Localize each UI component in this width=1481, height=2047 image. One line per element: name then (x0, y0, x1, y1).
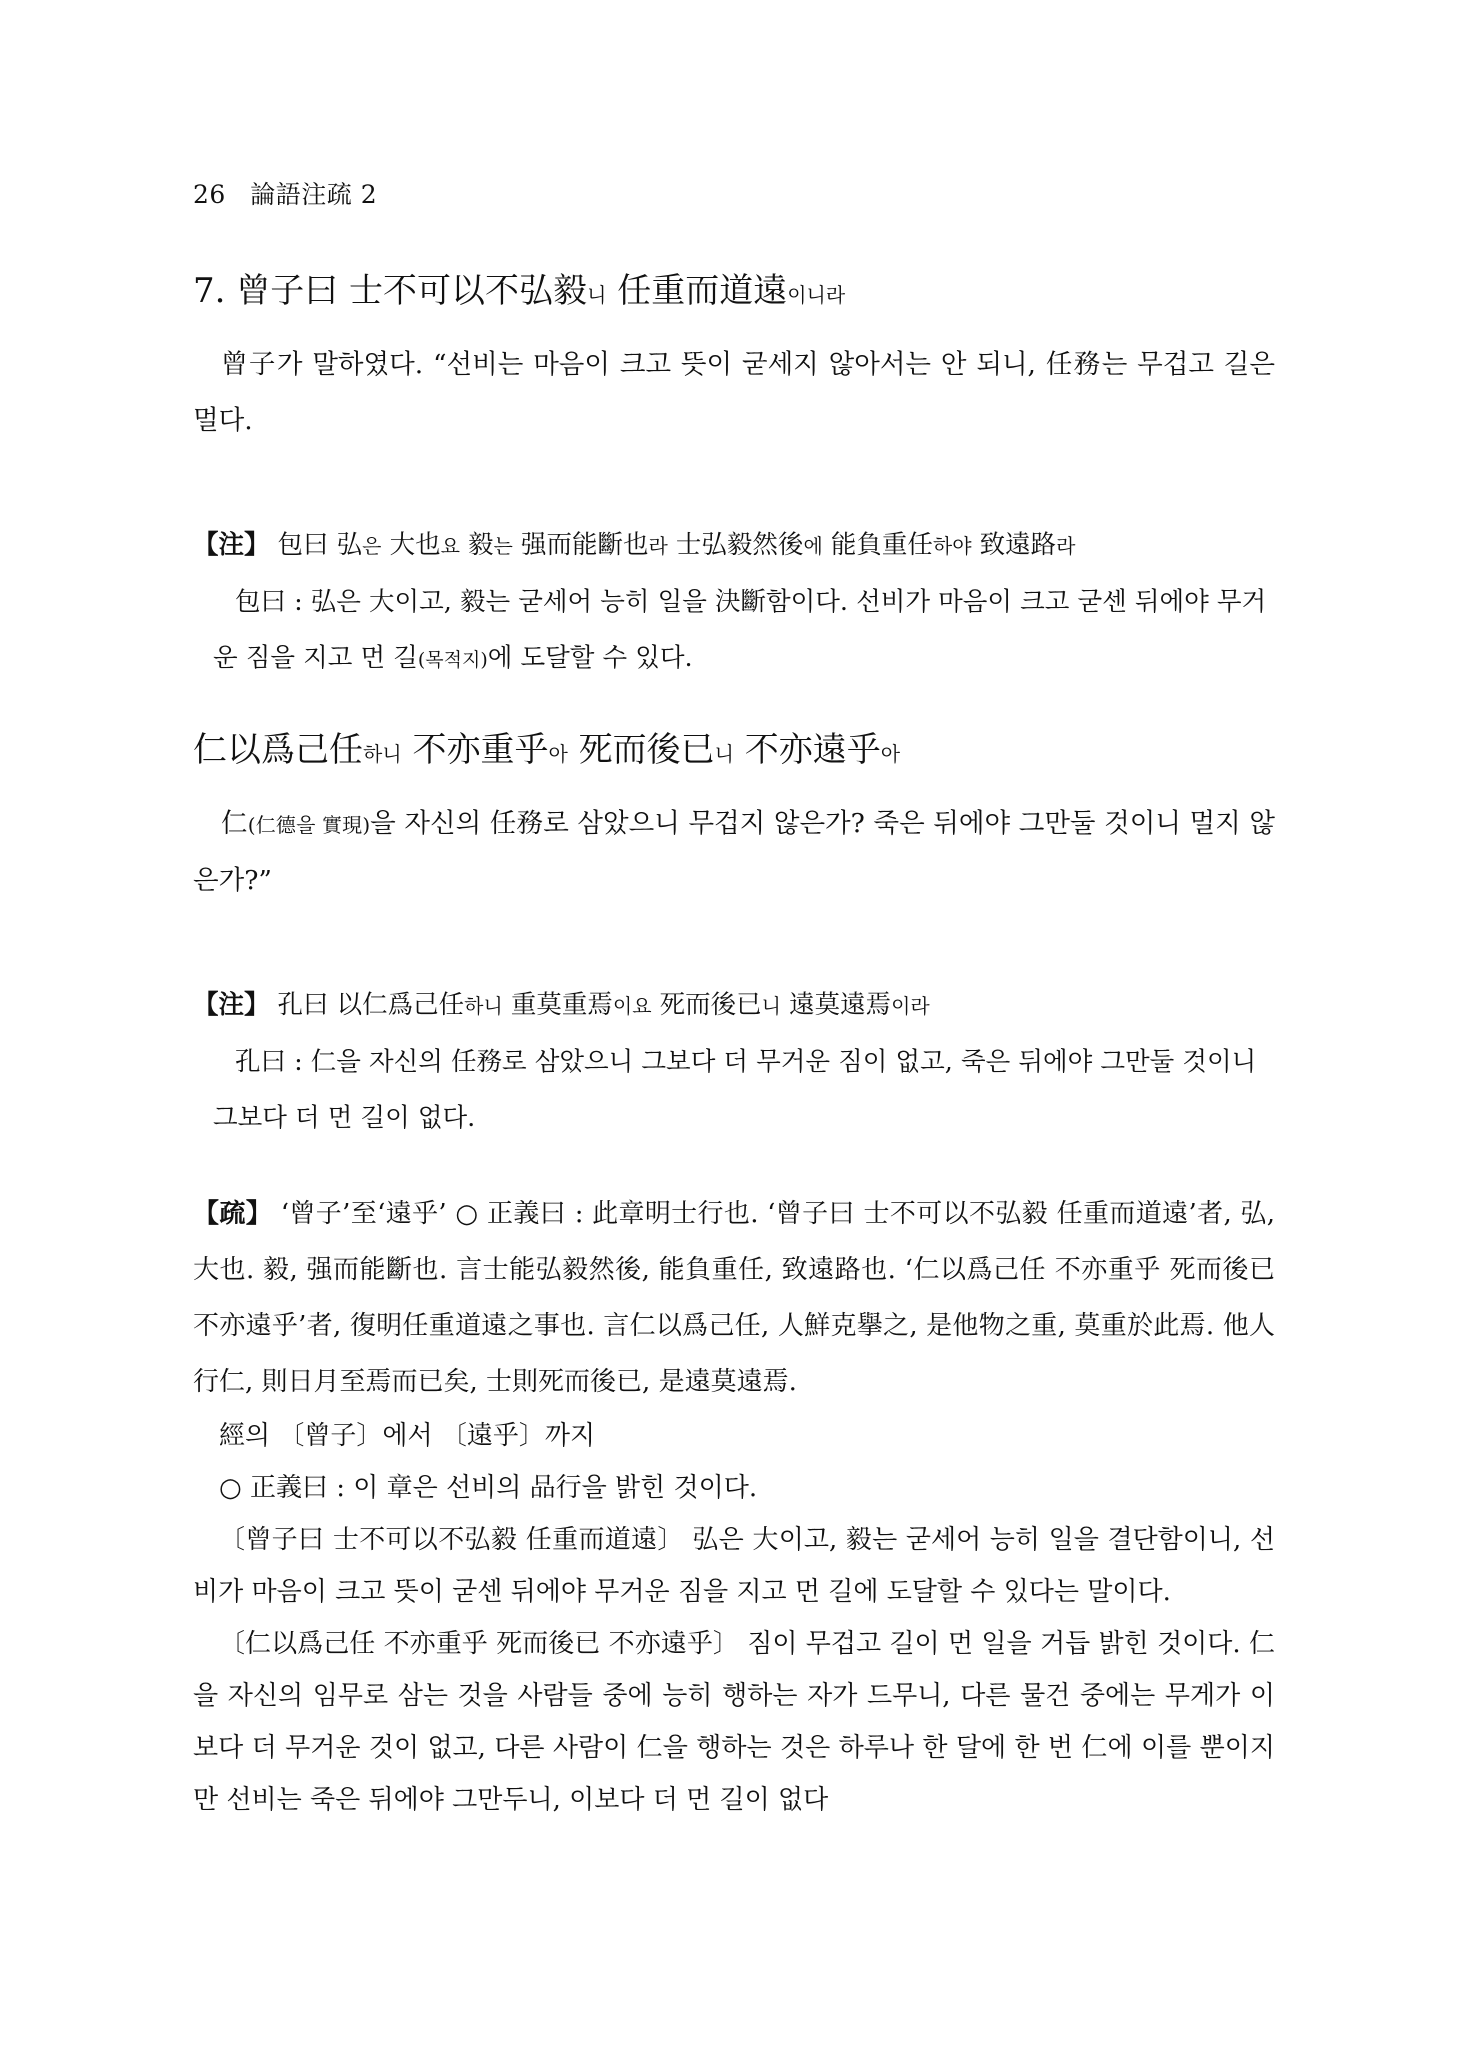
commentary-para-1: 〔曾子曰 士不可以不弘毅 任重而道遠〕 弘은 大이고, 毅는 굳세어 능히 일을 결단함이니, 선비가 마음이 크고 뜻이 굳센 뒤에야 무거운 짐을 지고 먼 길에 도달할 수 있다는 말이다. (193, 1525, 1275, 1607)
passage-1-translation: 曾子가 말하였다. “선비는 마음이 크고 뜻이 굳세지 않아서는 안 되니, 任務는 무겁고 길은 멀다. (193, 349, 1275, 436)
annotation-2-tag: 【注】 (193, 990, 270, 1020)
commentary-line-1: 經의 〔曾子〕에서 〔遠乎〕까지 (219, 1421, 596, 1451)
page (193, 175, 1275, 1826)
passage-heading-1 (193, 269, 1275, 317)
commentary-text: 【疏】 ‘曾子’至‘遠乎’ ○ 正義曰 : 此章明士行也. ‘曾子曰 士不可以不弘毅 任重而道遠’者, 弘, 大也. 毅, 强而能斷也. 言士能弘毅然後, 能負重任, 致遠路也. ‘仁以爲己任 不亦重乎 死而後已 不亦遠乎’者, 復明任重道遠之事也. 言仁以爲己任, 人鮮克擧之, 是他物之重, 莫重於此焉. 他人行仁, 則日月至焉而已矣, 士則死而後已, 是遠莫遠焉. (193, 1199, 1275, 1397)
annotation-1-translation: 包曰 : 弘은 大이고, 毅는 굳세어 능히 일을 決斷함이다. 선비가 마음이 크고 굳센 뒤에야 무거운 짐을 지고 먼 길(목적지)에 도달할 수 있다. (213, 587, 1267, 673)
annotation-2-translation: 孔曰 : 仁을 자신의 任務로 삼았으니 그보다 더 무거운 짐이 없고, 죽은 뒤에야 그만둘 것이니 그보다 더 먼 길이 없다. (213, 1047, 1257, 1133)
passage-2-translation: 仁(仁德을 實現)을 자신의 任務로 삼았으니 무겁지 않은가? 죽은 뒤에야 그만둘 것이니 멀지 않은가?” (193, 808, 1275, 896)
page-number: 26 (193, 180, 226, 209)
heading-1-particle-2: 이니라 (787, 283, 846, 307)
running-head (193, 175, 1275, 211)
commentary-tag: 【疏】 (193, 1199, 273, 1229)
heading-1-mid: 任重而道遠 (617, 271, 788, 311)
book-title: 論語注疏 2 (250, 180, 378, 209)
annotation-1: 【注】 包曰 弘은 大也요 毅는 强而能斷也라 士弘毅然後에 能負重任하야 致遠路라 (193, 530, 1076, 560)
annotation-1-tag: 【注】 (193, 530, 270, 560)
commentary-para-2: 〔仁以爲己任 不亦重乎 死而後已 不亦遠乎〕 짐이 무겁고 길이 먼 일을 거듭 밝힌 것이다. 仁을 자신의 임무로 삼는 것을 사람들 중에 능히 행하는 자가 드무니, 다른 물건 중에는 무게가 이보다 더 무거운 것이 없고, 다른 사람이 仁을 행하는 것은 하루나 한 달에 한 번 仁에 이를 뿐이지만 선비는 죽은 뒤에야 그만두니, 이보다 더 먼 길이 없다 (193, 1629, 1275, 1815)
annotation-2: 【注】 孔曰 以仁爲己任하니 重莫重焉이요 死而後已니 遠莫遠焉이라 (193, 990, 930, 1020)
passage-heading-2: 仁以爲己任하니 不亦重乎아 死而後已니 不亦遠乎아 (193, 730, 901, 770)
heading-1-lead: 7. 曾子曰 士不可以不弘毅 (193, 271, 588, 311)
commentary-line-2: ○ 正義曰 : 이 章은 선비의 品行을 밝힌 것이다. (219, 1473, 758, 1503)
heading-1-particle-1: 니 (587, 283, 607, 307)
